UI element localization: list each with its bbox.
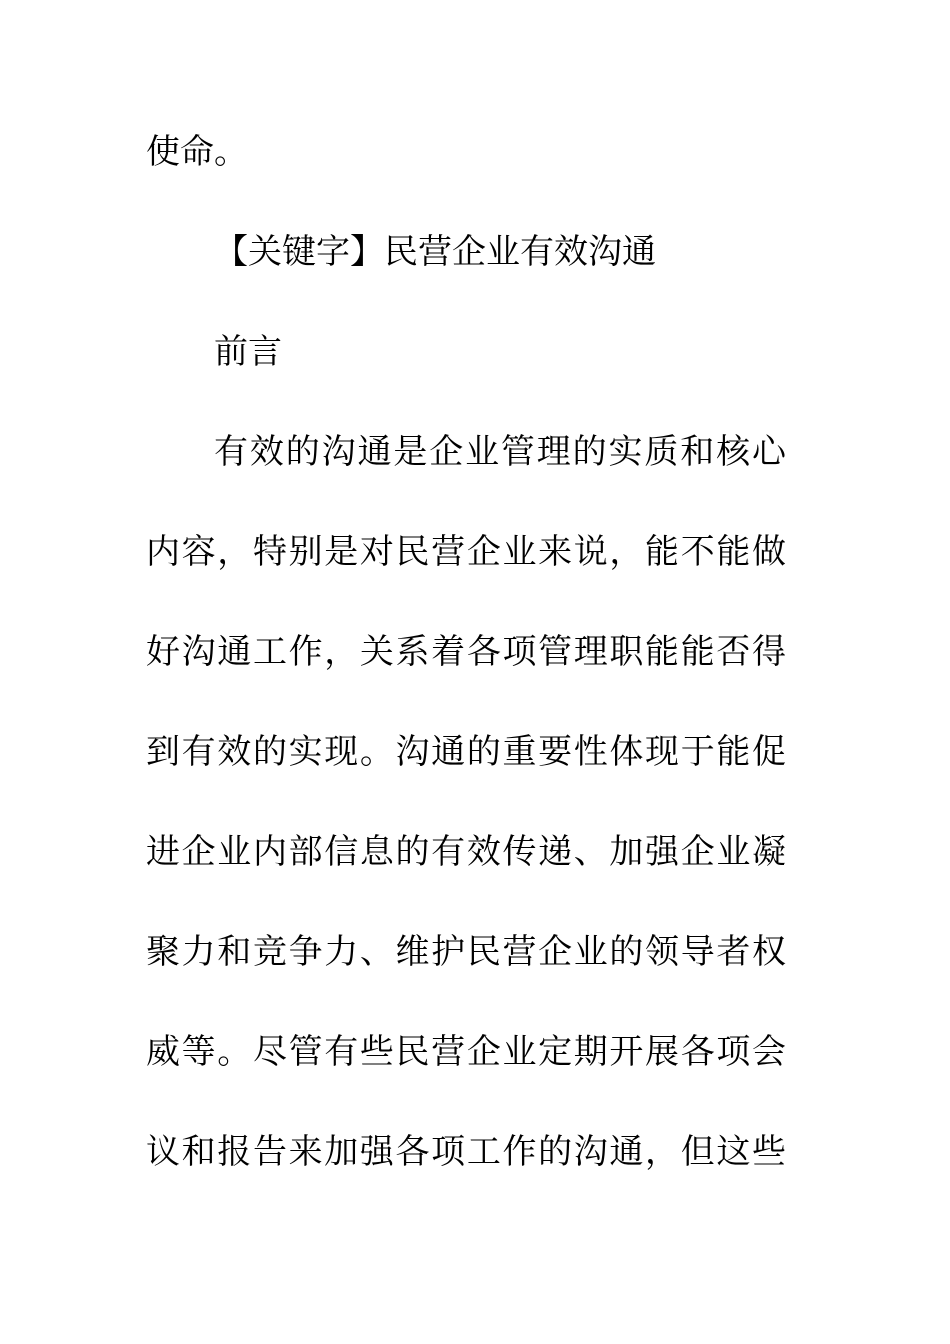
paragraph-line: 议和报告来加强各项工作的沟通，但这些 [146,1132,786,1172]
paragraph-line: 聚力和竞争力、维护民营企业的领导者权 [146,932,786,972]
paragraph-line: 进企业内部信息的有效传递、加强企业凝 [146,832,786,872]
paragraph-line: 到有效的实现。沟通的重要性体现于能促 [146,732,786,772]
text-line-mission: 使命。 [146,132,248,172]
paragraph-line: 好沟通工作，关系着各项管理职能能否得 [146,632,786,672]
keywords-line: 【关键字】民营企业有效沟通 [214,232,656,272]
section-heading-preface: 前言 [214,332,282,372]
paragraph-line: 内容，特别是对民营企业来说，能不能做 [146,532,786,572]
paragraph-line: 威等。尽管有些民营企业定期开展各项会 [146,1032,786,1072]
paragraph-line: 有效的沟通是企业管理的实质和核心 [214,432,786,472]
